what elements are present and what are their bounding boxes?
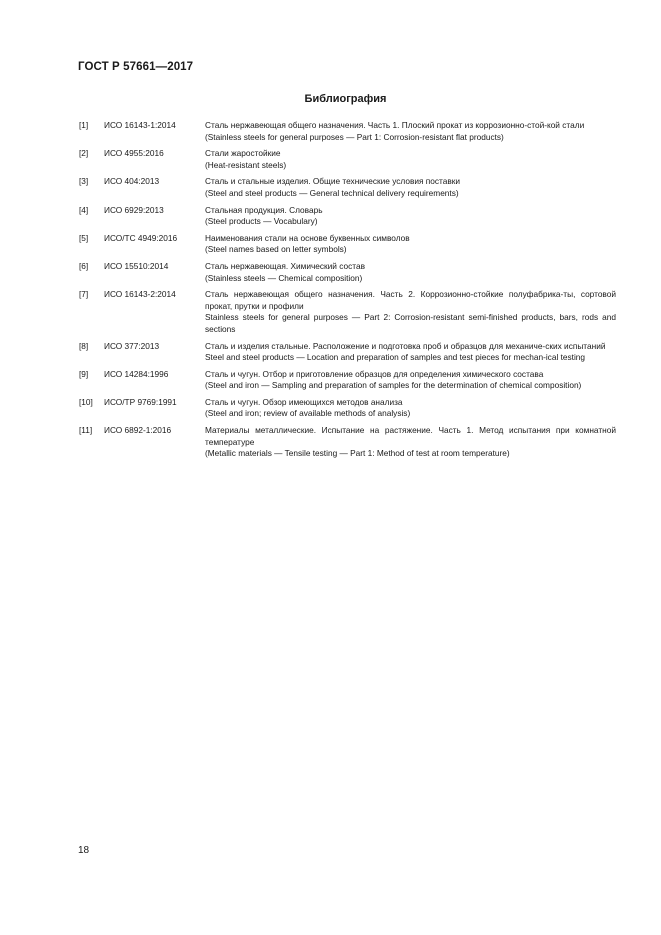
reference-standard: ИСО 15510:2014 xyxy=(104,260,169,271)
reference-description xyxy=(205,148,616,171)
reference-standard: ИСО 14284:1996 xyxy=(104,368,169,379)
reference-title-ru: Наименования стали на основе буквенных символов xyxy=(205,232,410,243)
reference-item xyxy=(79,425,616,460)
reference-title-en: (Steel products — Vocabulary) xyxy=(205,216,318,227)
reference-title-ru: Сталь и чугун. Обзор имеющихся методов анализа xyxy=(205,396,403,407)
reference-title-en: (Steel and iron; review of available methods of analysis) xyxy=(205,408,411,419)
reference-item xyxy=(79,369,616,392)
reference-title-ru: Стали жаростойкие xyxy=(205,148,281,159)
reference-title-en: (Steel and steel products — General technical delivery requirements) xyxy=(205,187,459,198)
reference-description xyxy=(205,289,616,335)
reference-title-en: (Stainless steels — Chemical composition) xyxy=(205,272,363,283)
document-code: ГОСТ Р 57661—2017 xyxy=(78,61,194,73)
reference-title-en: (Metallic materials — Tensile testing — Part 1: Method of test at room temperature) xyxy=(205,448,510,459)
reference-standard: ИСО 16143-1:2014 xyxy=(104,120,176,130)
reference-number: [10] xyxy=(79,396,93,407)
reference-title-en: (Stainless steels for general purposes — Part 1: Corrosion-resistant flat products) xyxy=(205,131,504,142)
reference-item xyxy=(79,397,616,420)
reference-item xyxy=(79,120,616,143)
reference-title-ru: Сталь и стальные изделия. Общие технические условия поставки xyxy=(205,176,461,187)
reference-item xyxy=(79,341,616,364)
reference-item xyxy=(79,289,616,335)
reference-number: [7] xyxy=(79,289,89,300)
reference-title-ru: Сталь нержавеющая общего назначения. Часть 2. Коррозионно-стойкие полуфабрика-ты, сортовой прокат, прутки и профили xyxy=(205,289,616,311)
reference-description xyxy=(205,176,616,199)
reference-list xyxy=(79,120,616,465)
reference-description xyxy=(205,341,616,364)
reference-standard: ИСО/ТС 4949:2016 xyxy=(104,232,178,243)
reference-description xyxy=(205,369,616,392)
reference-item xyxy=(79,233,616,256)
reference-description xyxy=(205,425,616,460)
reference-standard: ИСО 404:2013 xyxy=(104,176,160,187)
reference-description xyxy=(205,261,616,284)
reference-title-en: (Steel and iron — Sampling and preparation of samples for the determination of chemical composition) xyxy=(205,380,582,391)
reference-title-en: (Heat-resistant steels) xyxy=(205,159,287,170)
reference-standard: ИСО 6892-1:2016 xyxy=(104,425,172,436)
reference-description xyxy=(205,205,616,228)
reference-standard: ИСО 377:2013 xyxy=(104,340,160,351)
reference-number: [4] xyxy=(79,204,89,215)
reference-title-en: (Steel names based on letter symbols) xyxy=(205,244,347,255)
reference-number: [9] xyxy=(79,368,89,379)
reference-title-ru: Стальная продукция. Словарь xyxy=(205,204,323,215)
reference-description xyxy=(205,120,616,143)
reference-title-ru: Сталь нержавеющая общего назначения. Часть 1. Плоский прокат из коррозионно-стой-кой стали xyxy=(205,120,585,130)
bibliography-title: Библиография xyxy=(304,93,387,105)
reference-standard: ИСО/ТР 9769:1991 xyxy=(104,396,177,407)
reference-title-ru: Сталь и изделия стальные. Расположение и подготовка проб и образцов для механиче-ских испытаний xyxy=(205,340,606,351)
page-number: 18 xyxy=(78,845,90,856)
reference-number: [11] xyxy=(79,425,93,436)
reference-title-en: Steel and steel products — Location and preparation of samples and test pieces for mechan-ical testing xyxy=(205,352,586,363)
reference-standard: ИСО 16143-2:2014 xyxy=(104,289,176,300)
reference-title-ru: Сталь нержавеющая. Химический состав xyxy=(205,260,365,271)
reference-number: [5] xyxy=(79,232,89,243)
reference-number: [3] xyxy=(79,176,89,187)
reference-description xyxy=(205,397,616,420)
reference-item xyxy=(79,176,616,199)
reference-number: [8] xyxy=(79,340,89,351)
reference-standard: ИСО 4955:2016 xyxy=(104,148,164,159)
reference-number: [1] xyxy=(79,120,89,130)
reference-title-ru: Сталь и чугун. Отбор и приготовление образцов для определения химического состава xyxy=(205,368,544,379)
reference-item xyxy=(79,148,616,171)
reference-number: [2] xyxy=(79,148,89,159)
reference-title-en: Stainless steels for general purposes — Part 2: Corrosion-resistant semi-finished products, bars, rods and sections xyxy=(205,312,616,334)
reference-number: [6] xyxy=(79,260,89,271)
reference-item xyxy=(79,205,616,228)
reference-title-ru: Материалы металлические. Испытание на растяжение. Часть 1. Метод испытания при комнатной температуре xyxy=(205,425,616,447)
reference-standard: ИСО 6929:2013 xyxy=(104,204,164,215)
reference-item xyxy=(79,261,616,284)
reference-description xyxy=(205,233,616,256)
